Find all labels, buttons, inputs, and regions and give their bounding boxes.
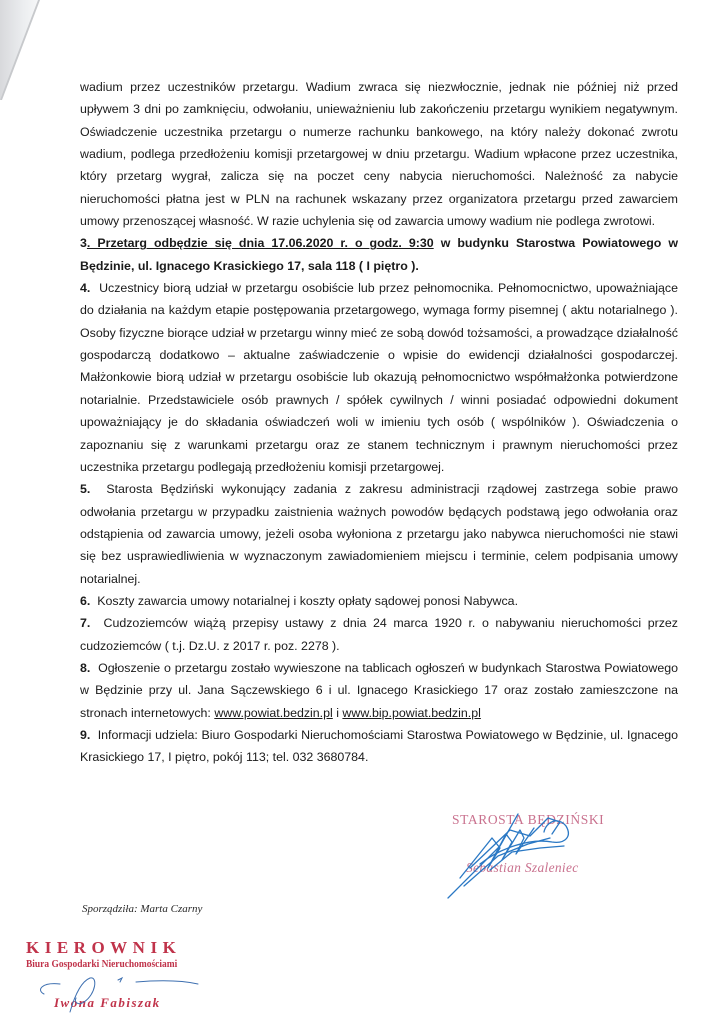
kierownik-stamp-subtitle: Biura Gospodarki Nieruchomościami — [26, 959, 178, 970]
item-3 — [80, 232, 678, 277]
paragraph-text: wadium przez uczestników przetargu. Wadium zwraca się niezwłocznie, jednak nie później niż przed upływem 3 dni po zamknięciu, odwołaniu, unieważnieniu lub zakończeniu przetargu wynikiem negatywnym. Oświadczenie uczestnika przetargu o numerze rachunku bankowego, na który należy dokonać zwrotu wadium, podlega przedłożeniu komisji przetargowej w dniu przetargu. Wadium wpłacone przez uczestnika, który przetarg wygrał, zalicza się na poczet ceny nabycia nieruchomości. Należność za nabycie nieruchomości płatna jest w PLN na rachunek wskazany przez organizatora przetargu przed zawarciem umowy przenoszącej własność. W razie uchylenia się od zawarcia umowy wadium nie podlega zwrotowi. — [80, 80, 678, 229]
item-number: 5. — [80, 482, 91, 497]
item-8 — [80, 657, 678, 724]
item-5 — [80, 478, 678, 590]
item-4 — [80, 277, 678, 478]
paragraph-wadium — [80, 76, 678, 232]
paragraph-text: Uczestnicy biorą udział w przetargu osobiście lub przez pełnomocnika. Pełnomocnictwo, upoważniające do działania na każdym etapie postępowania przetargowego, wymaga formy pisemnej ( aktu notarialnego ). Osoby fizyczne biorące udział w przetargu winny mieć ze sobą dowód tożsamości, a prowadzące działalność gospodarczą dodatkowo – aktualne zaświadczenie o wpisie do ewidencji działalności gospodarczej. Małżonkowie biorą udział w przetargu osobiście lub okazują pełnomocnictwo współmałżonka potwierdzone notarialnie. Przedstawiciele osób prawnych / spółek cywilnych / winni posiadać odpowiedni dokument upoważniający je do składania oświadczeń woli w imieniu tych osób ( wspólników ). Oświadczenia o zapoznaniu się z warunkami przetargu oraz ze stanem technicznym i prawnym nieruchomości przez uczestnika przetargu podlegają przedłożeniu komisji przetargowej. — [80, 281, 678, 474]
kierownik-stamp-title: KIEROWNIK — [26, 938, 182, 957]
paragraph-text: Informacji udziela: Biuro Gospodarki Nieruchomościami Starostwa Powiatowego w Będzinie, ul. Ignacego Krasickiego 17, I piętro, pokój 113; tel. 032 3680784. — [80, 727, 678, 765]
item-number: 8. — [80, 660, 91, 675]
link-powiat-bedzin[interactable]: www.powiat.bedzin.pl — [214, 705, 333, 720]
kierownik-signature-icon — [30, 968, 200, 1013]
starosta-signature-icon — [440, 808, 590, 900]
link-bip-powiat-bedzin[interactable]: www.bip.powiat.bedzin.pl — [342, 705, 481, 720]
kierownik-stamp-name: Iwona Fabiszak — [54, 995, 161, 1010]
item-number: 9. — [80, 727, 91, 742]
item-number: 6. — [80, 593, 91, 608]
paragraph-text: Starosta Będziński wykonujący zadania z zakresu administracji rządowej zastrzega sobie prawo odwołania przetargu w przypadku zaistnienia ważnych powodów będących podstawą jego odwołania oraz odstąpienia od zawarcia umowy, jeżeli osoba wyłoniona z przetargu jako nabywca nieruchomości nie stawi się bez usprawiedliwienia w wyznaczonym zawiadomieniem miejscu i terminie, celem podpisania umowy notarialnej. — [80, 482, 678, 586]
item-number: 4. — [80, 281, 91, 296]
item-7 — [80, 612, 678, 657]
auction-date-text: . Przetarg odbędzie się dnia 17.06.2020 r. o godz. 9:30 — [86, 236, 434, 251]
document-body — [80, 76, 678, 769]
item-number: 7. — [80, 616, 91, 631]
prepared-by-note: Sporządziła: Marta Czarny — [82, 903, 203, 915]
paragraph-text: Koszty zawarcia umowy notarialnej i koszty opłaty sądowej ponosi Nabywca. — [97, 593, 519, 608]
link-connector: i — [332, 705, 343, 720]
paragraph-text: Ogłoszenie o przetargu zostało wywieszone na tablicach ogłoszeń w budynkach Starostwa Powiatowego w Będzinie przy ul. Jana Sączewskiego 6 i ul. Ignacego Krasickiego 17 oraz zostało zamieszczone na stronach internetowych: — [80, 660, 678, 720]
item-6 — [80, 590, 678, 612]
starosta-stamp-name: Sebastian Szaleniec — [466, 860, 579, 875]
auction-location-text: w budynku Starostwa Powiatowego w Będzinie, ul. Ignacego Krasickiego 17, sala 118 ( I piętro ). — [80, 236, 679, 273]
item-number: 3 — [80, 236, 87, 251]
paragraph-text: Cudzoziemców wiążą przepisy ustawy z dnia 24 marca 1920 r. o nabywaniu nieruchomości przez cudzoziemców ( t.j. Dz.U. z 2017 r. poz. 2278 ). — [80, 616, 678, 653]
starosta-stamp-title: STAROSTA BĘDZIŃSKI — [452, 812, 605, 827]
item-9 — [80, 724, 678, 769]
